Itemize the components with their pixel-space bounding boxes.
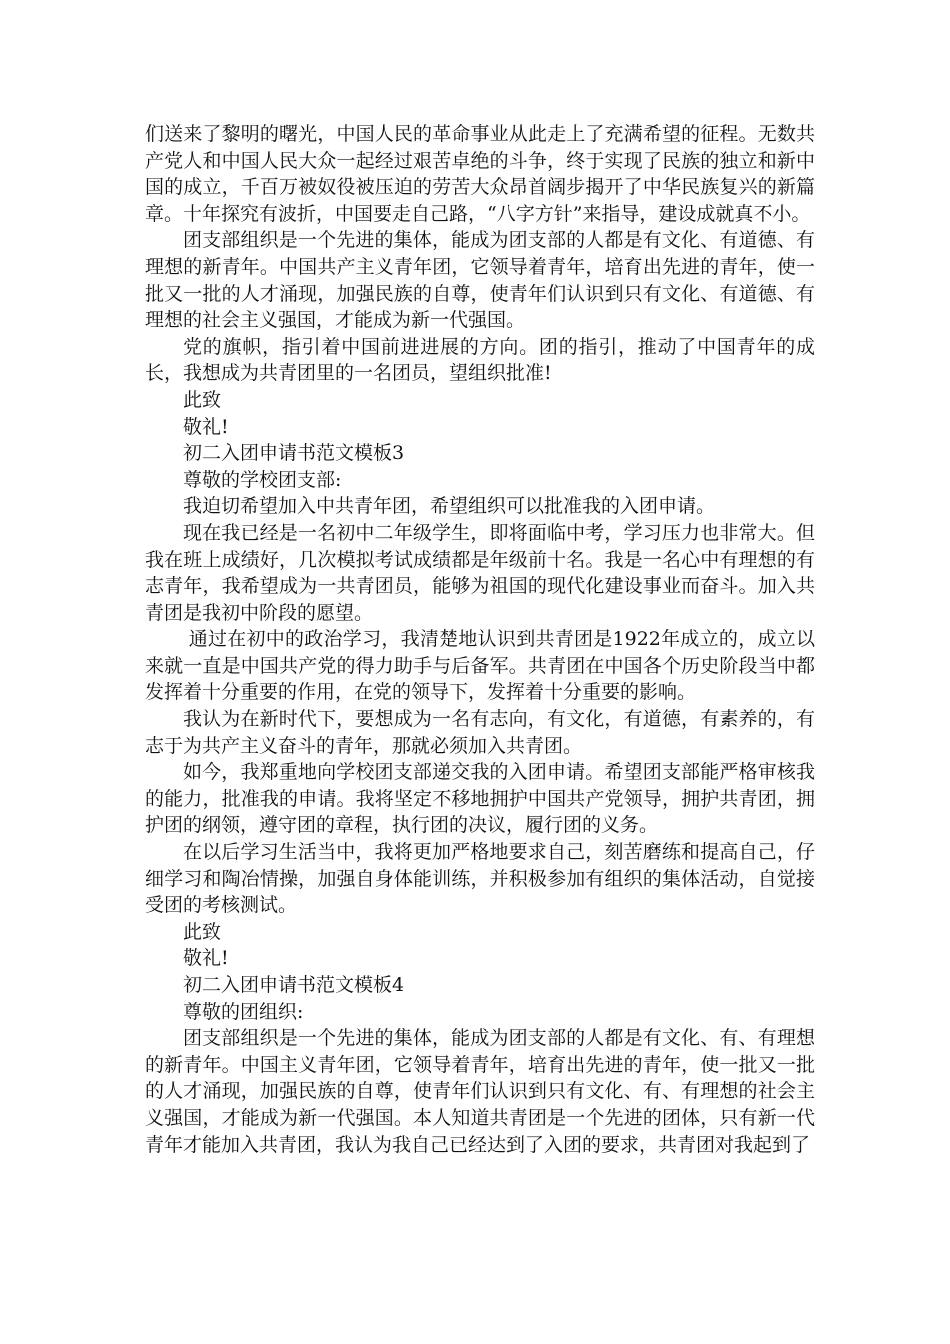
salutation-league-org: 尊敬的团组织: <box>183 1000 304 1023</box>
paragraph-party-flag: 党的旗帜，指引着中国前进进展的方向。团的指引，推动了中国青年的成长，我想成为共青团里的一名团员，望组织批准! <box>145 335 815 385</box>
paragraph-eager-wish: 我迫切希望加入中共青年团，希望组织可以批准我的入团申请。 <box>183 495 716 518</box>
closing-jingli: 敬礼! <box>183 415 229 438</box>
closing-jingli-2: 敬礼! <box>183 947 229 970</box>
salutation-school-branch: 尊敬的学校团支部: <box>183 468 342 491</box>
paragraph-branch-intro: 团支部组织是一个先进的集体，能成为团支部的人都是有文化、有道德、有理想的新青年。中国共产主义青年团，它领导着青年，培育出先进的青年，使一批又一批的人才涌现，加强民族的自尊，使青年们认识到只有文化、有道德、有理想的社会主义强国，才能成为新一代强国。 <box>145 229 815 332</box>
paragraph-new-era: 我认为在新时代下，要想成为一名有志向，有文化，有道德，有素养的，有志于为共产主义奋斗的青年，那就必须加入共青团。 <box>145 708 815 757</box>
paragraph-political-study: 通过在初中的政治学习，我清楚地认识到共青团是1922年成立的，成立以来就一直是中国共产党的得力助手与后备军。共青团在中国各个历史阶段当中都发挥着十分重要的作用，在党的领导下，发挥着十分重要的影响。 <box>145 628 815 704</box>
closing-cizhi: 此致 <box>183 388 222 411</box>
paragraph-submit-application: 如今，我郑重地向学校团支部递交我的入团申请。希望团支部能严格审核我的能力，批准我的申请。我将坚定不移地拥护中国共产党领导，拥护共青团，拥护团的纲领，遵守团的章程，执行团的决议，履行团的义务。 <box>145 761 815 837</box>
section-title-template-4: 初二入团申请书范文模板4 <box>183 974 405 996</box>
paragraph-branch-intro-2: 团支部组织是一个先进的集体，能成为团支部的人都是有文化、有、有理想的新青年。中国主义青年团，它领导着青年，培育出先进的青年，使一批又一批的人才涌现，加强民族的自尊，使青年们认识到只有文化、有、有理想的社会主义强国，才能成为新一代强国。本人知道共青团是一个先进的团体，只有新一代青年才能加入共青团，我认为我自己已经达到了入团的要求，共青团对我起到了 <box>145 1027 815 1156</box>
paragraph-continuation: 们送来了黎明的曙光，中国人民的革命事业从此走上了充满希望的征程。无数共产党人和中国人民大众一起经过艰苦卓绝的斗争，终于实现了民族的独立和新中国的成立，千百万被奴役被压迫的劳苦大众昂首阔步揭开了中华民族复兴的新篇章。十年探究有波折，中国要走自己路，“八字方针”来指导，建设成就真不小。 <box>145 123 815 225</box>
closing-cizhi-2: 此致 <box>183 920 222 943</box>
section-title-template-3: 初二入团申请书范文模板3 <box>183 442 405 465</box>
paragraph-current-status: 现在我已经是一名初中二年级学生，即将面临中考，学习压力也非常大。但我在班上成绩好，几次模拟考试成绩都是年级前十名。我是一名心中有理想的有志青年，我希望成为一共青团员，能够为祖国的现代化建设事业而奋斗。加入共青团是我初中阶段的愿望。 <box>145 521 815 624</box>
document-page <box>145 121 815 1158</box>
paragraph-future-study: 在以后学习生活当中，我将更加严格地要求自己，刻苦磨练和提高自己，仔细学习和陶冶情操，加强自身体能训练，并积极参加有组织的集体活动，自觉接受团的考核测试。 <box>145 841 815 917</box>
